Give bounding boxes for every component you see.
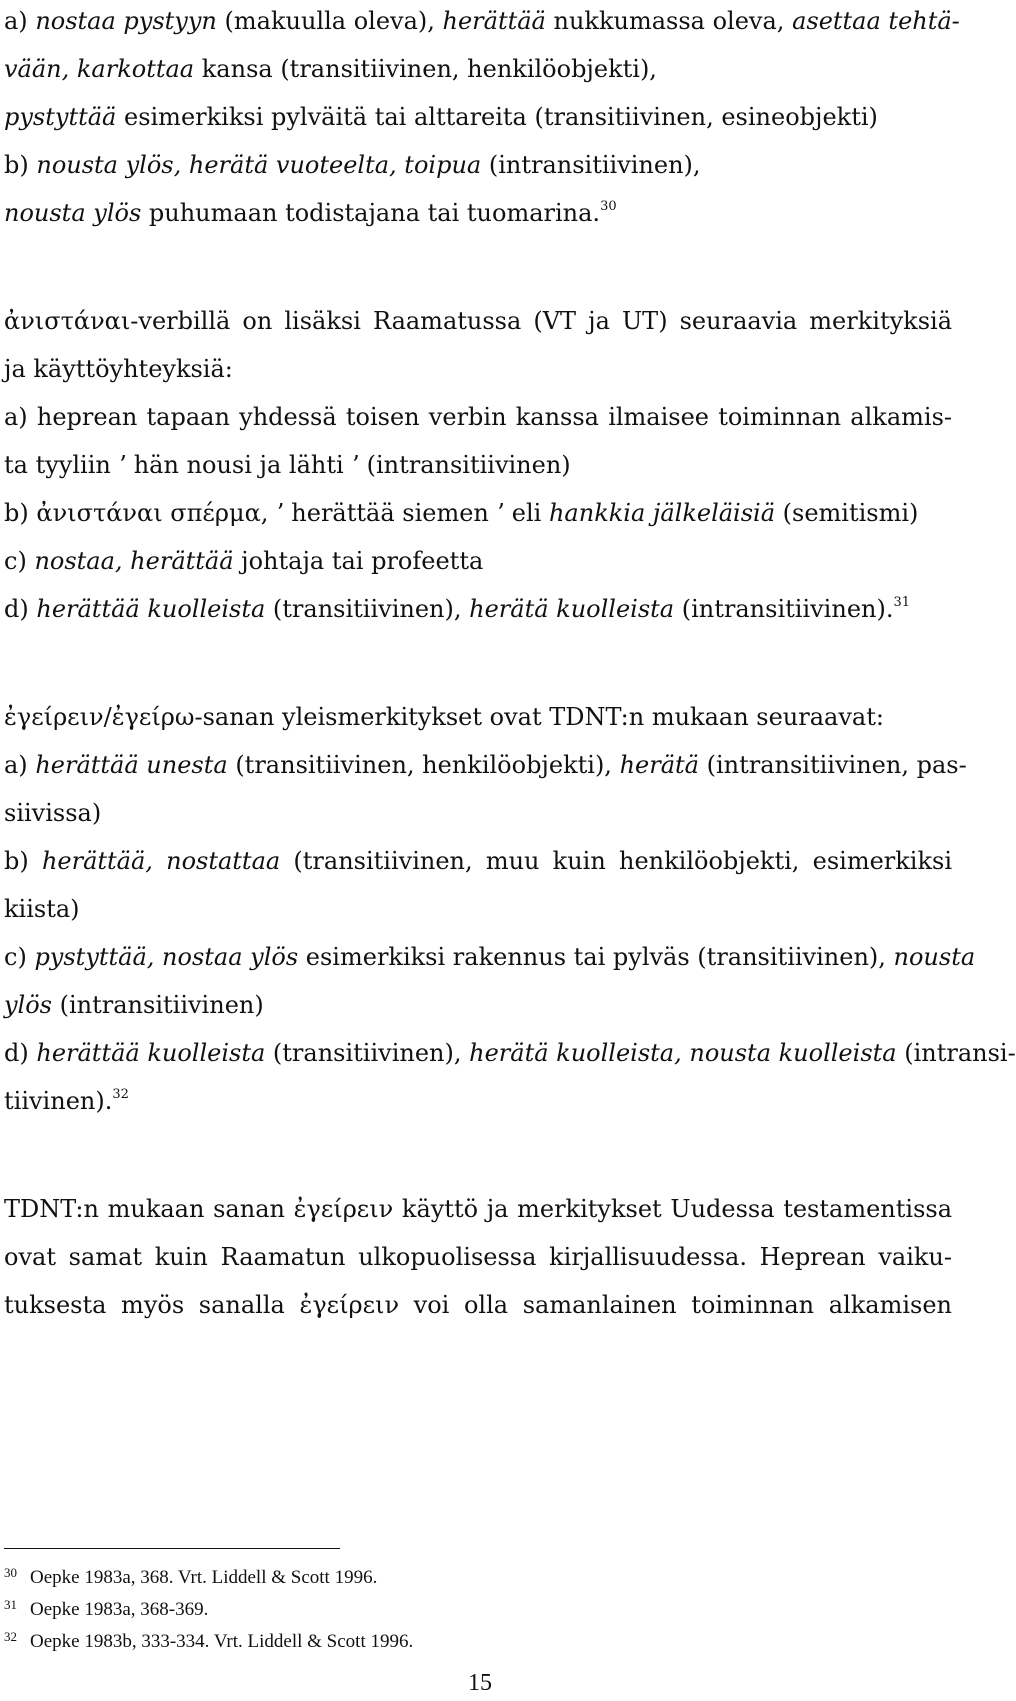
text: vään, karkottaa [4,55,195,83]
para1-line2 [4,54,952,84]
footnote-32 [4,1625,413,1654]
text: c) [4,943,35,971]
text: (semitismi) [775,499,919,527]
text: esimerkiksi pylväitä tai alttareita (transitiivinen, esineobjekti) [116,103,878,131]
text: (intransitiivinen, pas- [698,751,967,779]
para3-line5: kiista) [4,895,80,923]
para1-line5 [4,198,952,228]
para2-line4: ta tyyliin ʼ hän nousi ja lähti ʼ (intransitiivinen) [4,451,571,479]
text: (intransitiivinen), [481,151,701,179]
text: herättää, nostattaa [41,847,281,875]
greek-word: ἐγείρειν [293,1195,394,1223]
text: pystyttää, nostaa ylös [34,943,299,971]
para3-line6 [4,942,976,972]
text: herätä [619,751,699,779]
text: nousta [893,943,976,971]
text: d) [4,1039,37,1067]
para4-line2: ovat samat kuin Raamatun ulkopuolisessa kirjallisuudessa. Heprean vaiku- [4,1243,952,1271]
para2-line3: a) heprean tapaan yhdessä toisen verbin kanssa ilmaisee toiminnan alkamis- [4,403,952,431]
footnote-ref[interactable]: 32 [112,1087,129,1102]
text: asettaa tehtä- [792,7,960,35]
para3-line2 [4,750,967,780]
text: c) [4,547,35,575]
text: herättää kuolleista [36,1039,266,1067]
text: pystyttää [4,103,117,131]
greek-word: ἀνιστάναι σπέρμα [36,499,261,527]
text: herätä kuolleista, nousta kuolleista [469,1039,897,1067]
text: -verbillä on lisäksi Raamatussa (VT ja UT) seuraavia merkityksiä [130,307,952,335]
text: nostaa, herättää [34,547,234,575]
text: TDNT:n mukaan sanan [4,1195,294,1223]
text: voi olla samanlainen toiminnan alkamisen [399,1291,952,1319]
footnote-ref[interactable]: 31 [893,595,911,610]
para2-line7 [4,594,952,624]
text: a) [4,7,36,35]
para3-line7 [4,990,952,1020]
footnote-separator [4,1548,340,1549]
text: herättää kuolleista [36,595,266,623]
text: tuksesta myös sanalla [4,1291,300,1319]
footnote-ref[interactable]: 30 [600,199,617,214]
text: hankkia jälkeläisiä [548,499,776,527]
text: (transitiivinen, muu kuin henkilöobjekti, esimerkiksi [280,847,953,875]
text: tiivinen). [4,1087,113,1115]
text: (intransi- [896,1039,1016,1067]
text: puhumaan todistajana tai tuomarina. [141,199,601,227]
footnote-text: Oepke 1983a, 368-369. [30,1599,209,1620]
footnote-30 [4,1561,377,1590]
para4-line1 [4,1194,952,1224]
text: ylös [4,991,52,1019]
para3-line9 [4,1086,952,1116]
greek-word: ἐγείρειν/ἐγείρω [4,703,195,731]
footnote-number: 30 [4,1565,17,1580]
text: (intransitiivinen). [674,595,894,623]
text: (intransitiivinen) [52,991,264,1019]
text: nukkumassa oleva, [545,7,793,35]
text: nostaa pystyyn [35,7,217,35]
text: (transitiivinen, henkilöobjekti), [227,751,620,779]
text: kansa (transitiivinen, henkilöobjekti), [194,55,657,83]
text: herätä kuolleista [469,595,675,623]
para1-line3 [4,102,952,132]
para3-line4 [4,846,952,876]
footnote-31 [4,1593,208,1622]
para3-line1 [4,702,952,732]
text: , ʼ herättää siemen ʼ eli [260,499,549,527]
text: -sanan yleismerkitykset ovat TDNT:n mukaan seuraavat: [194,703,884,731]
page-number: 15 [468,1670,492,1696]
text: (transitiivinen), [265,595,470,623]
para2-line6 [4,546,952,576]
text: a) [4,751,36,779]
text: nousta ylös, herätä vuoteelta, toipua [36,151,482,179]
text: d) [4,595,37,623]
text: herättää [442,7,546,35]
para2-line2: ja käyttöyhteyksiä: [4,355,233,383]
greek-word: ἀνιστάναι [4,307,131,335]
para1-line1 [4,6,960,36]
para3-line8 [4,1038,1016,1068]
text: herättää unesta [35,751,228,779]
footnote-text: Oepke 1983b, 333-334. Vrt. Liddell & Scott 1996. [30,1631,414,1652]
greek-word: ἐγείρειν [299,1291,400,1319]
para4-line3 [4,1290,952,1320]
text: käyttö ja merkitykset Uudessa testamentissa [393,1195,953,1223]
text: b) [4,847,42,875]
text: esimerkiksi rakennus tai pylväs (transitiivinen), [298,943,894,971]
para3-line3: siivissa) [4,799,102,827]
footnote-number: 31 [4,1597,17,1612]
footnote-number: 32 [4,1629,17,1644]
para2-line1 [4,306,952,336]
footnote-text: Oepke 1983a, 368. Vrt. Liddell & Scott 1996. [30,1567,378,1588]
text: johtaja tai profeetta [233,547,484,575]
para2-line5 [4,498,952,528]
text: (makuulla oleva), [216,7,443,35]
text: nousta ylös [4,199,142,227]
text: b) [4,499,37,527]
text: b) [4,151,37,179]
para1-line4 [4,150,952,180]
text: (transitiivinen), [265,1039,470,1067]
